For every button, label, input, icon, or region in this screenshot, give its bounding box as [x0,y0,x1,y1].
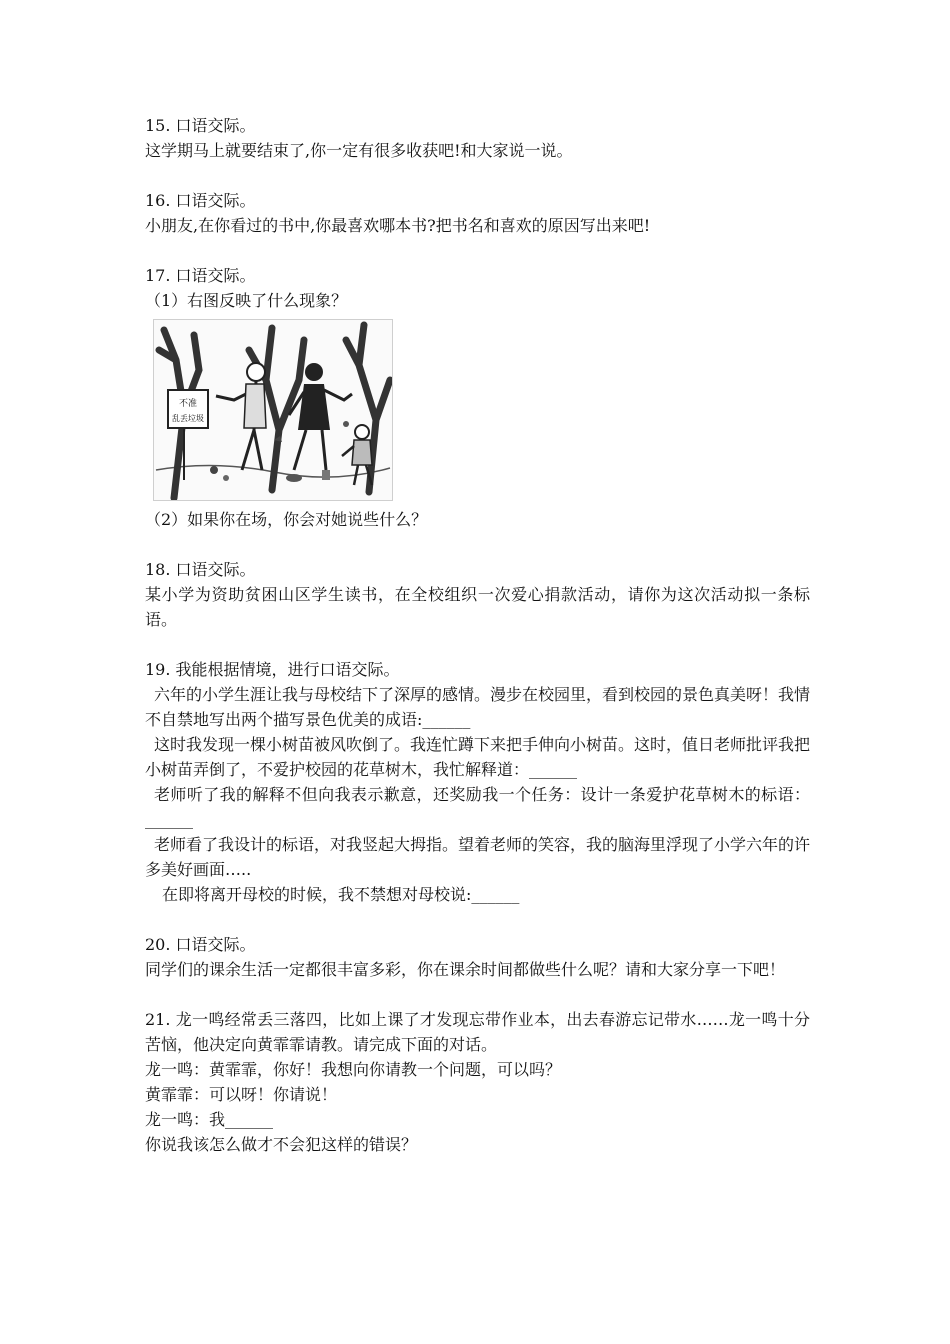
question-17-part2: （2）如果你在场，你会对她说些什么？ [145,510,428,529]
question-21 [145,1007,810,1157]
question-20-body: 同学们的课余生活一定都很丰富多彩，你在课余时间都做些什么呢？请和大家分享一下吧！ [145,960,786,979]
dialogue-line-4: 你说我该怎么做才不会犯这样的错误？ [145,1135,418,1154]
question-19-paragraph-1: 六年的小学生涯让我与母校结下了深厚的感情。漫步在校园里，看到校园的景色真美呀！我情不自禁地写出两个描写景色优美的成语:______ [145,685,811,729]
question-20 [145,932,810,982]
sign-text-line1: 不准 [178,399,198,409]
question-19-paragraph-4: 老师看了我设计的标语，对我竖起大拇指。望着老师的笑容，我的脑海里浮现了小学六年的许多美好画面….. [145,835,811,879]
question-17 [145,263,810,532]
question-18-title: 18. 口语交际。 [145,560,256,579]
question-19 [145,657,810,907]
sign-text-line2: 乱丢垃圾 [172,414,204,423]
question-15-title: 15. 口语交际。 [145,116,256,135]
worksheet-page [145,113,810,1182]
question-16-body: 小朋友,在你看过的书中,你最喜欢哪本书?把书名和喜欢的原因写出来吧! [145,216,651,235]
question-19-paragraph-3: 老师听了我的解释不但向我表示歉意，还奖励我一个任务：设计一条爱护花草树木的标语：______ [145,785,810,829]
question-15 [145,113,810,163]
question-18-body: 某小学为资助贫困山区学生读书，在全校组织一次爱心捐款活动，请你为这次活动拟一条标语。 [145,585,810,629]
question-15-body: 这学期马上就要结束了,你一定有很多收获吧!和大家说一说。 [145,141,573,160]
dialogue-line-2: 黄霏霏：可以呀！你请说！ [145,1085,338,1104]
question-19-title: 19. 我能根据情境，进行口语交际。 [145,660,400,679]
question-21-intro: 21. 龙一鸣经常丢三落四，比如上课了才发现忘带作业本，出去春游忘记带水……龙一鸣十分苦恼，他决定向黄霏霏请教。请完成下面的对话。 [145,1010,810,1054]
littering-illustration [153,319,393,501]
question-16-title: 16. 口语交际。 [145,191,256,210]
question-17-title: 17. 口语交际。 [145,266,256,285]
question-20-title: 20. 口语交际。 [145,935,256,954]
question-16 [145,188,810,238]
littering-illustration-svg [154,320,392,500]
question-19-paragraph-2: 这时我发现一棵小树苗被风吹倒了。我连忙蹲下来把手伸向小树苗。这时，值日老师批评我把小树苗弄倒了，不爱护校园的花草树木，我忙解释道：______ [145,735,811,779]
dialogue-line-1: 龙一鸣：黄霏霏，你好！我想向你请教一个问题，可以吗？ [145,1060,562,1079]
question-18 [145,557,810,632]
question-19-paragraph-5: 在即将离开母校的时候，我不禁想对母校说:______ [162,885,520,904]
question-17-part1: （1）右图反映了什么现象？ [145,291,348,310]
dialogue-line-3: 龙一鸣：我______ [145,1110,274,1129]
